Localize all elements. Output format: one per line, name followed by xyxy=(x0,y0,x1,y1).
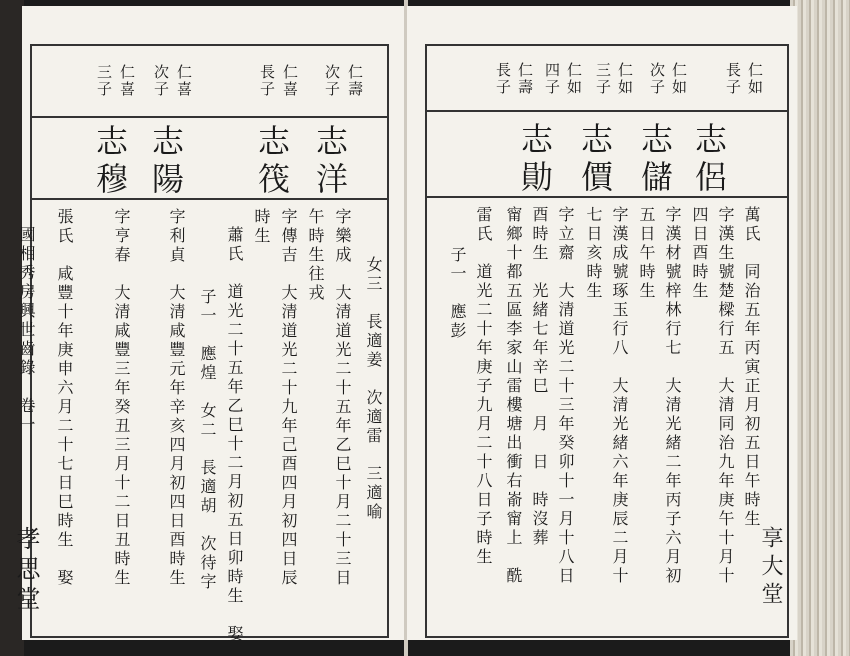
right-page xyxy=(407,6,797,640)
record-column: 時生 xyxy=(252,208,271,246)
record-column: 字利貞 大清咸豐元年辛亥四月初四日酉時生 xyxy=(167,208,186,588)
person-name: 志價 xyxy=(576,122,614,198)
header-gen: 仁壽 xyxy=(516,62,534,96)
record-column: 五日午時生 xyxy=(637,206,656,301)
record-column: 字亨春 大清咸豐三年癸丑三月十二日丑時生 xyxy=(112,208,131,588)
record-column: 字傳吉 大清道光二十九年己酉四月初四日辰 xyxy=(279,208,298,588)
record-column: 子一 應彭 xyxy=(448,246,467,341)
person-name: 志勛 xyxy=(516,122,554,198)
record-column: 甯鄉十都五區李家山雷樓塘出衝右嵛甯上 酰 xyxy=(504,206,523,586)
person-name: 志儲 xyxy=(636,122,674,198)
header-gen: 仁如 xyxy=(616,62,634,96)
record-column: 子一 應煌 女二 長適胡 次待字 xyxy=(198,288,217,592)
record-column: 午時生往戎 xyxy=(306,208,325,303)
header-gen: 仁喜 xyxy=(281,64,299,98)
header-order: 長子 xyxy=(724,62,742,96)
right-margin-label: 享大堂 xyxy=(758,526,783,610)
person-name: 志洋 xyxy=(311,124,349,200)
header-order: 次子 xyxy=(648,62,666,96)
header-gen: 仁喜 xyxy=(118,64,136,98)
header-gen: 仁如 xyxy=(746,62,764,96)
header-order: 三子 xyxy=(594,62,612,96)
right-book-edge xyxy=(790,0,850,656)
person-name: 志筏 xyxy=(253,124,291,200)
record-column: 萬氏 同治五年丙寅正月初五日午時生 xyxy=(742,206,761,529)
record-column: 字樂成 大清道光二十五年乙巳十月二十三日 xyxy=(333,208,352,588)
header-gen: 仁喜 xyxy=(175,64,193,98)
left-header-rule xyxy=(30,116,387,118)
record-column: 女三 長適姜 次適雷 三適喻 xyxy=(364,256,383,522)
record-column: 酉時生 光緒七年辛巳 月 日 時沒葬 xyxy=(530,206,549,548)
header-order: 三子 xyxy=(95,64,113,98)
record-column: 四日酉時生 xyxy=(690,206,709,301)
left-page xyxy=(12,6,405,644)
record-column: 字漢生號楚樑行五 大清同治九年庚午十月十 xyxy=(716,206,735,586)
record-column: 雷氏 道光二十年庚子九月二十八日子時生 xyxy=(474,206,493,567)
record-column: 七日亥時生 xyxy=(584,206,603,301)
header-gen: 仁壽 xyxy=(346,64,364,98)
header-order: 四子 xyxy=(543,62,561,96)
person-name: 志陽 xyxy=(147,124,185,200)
person-name: 志穆 xyxy=(91,124,129,200)
record-column: 字漢材號梓林行七 大清光緒二年丙子六月初 xyxy=(663,206,682,586)
left-hall-name: 孝思堂 xyxy=(12,526,40,616)
header-gen: 仁如 xyxy=(670,62,688,96)
header-order: 長子 xyxy=(258,64,276,98)
header-order: 長子 xyxy=(494,62,512,96)
header-gen: 仁如 xyxy=(565,62,583,96)
person-name: 志侶 xyxy=(690,122,728,198)
header-order: 次子 xyxy=(152,64,170,98)
record-column: 張氏 咸豐十年庚申六月二十七日巳時生 娶 xyxy=(55,208,74,588)
right-header-rule xyxy=(425,110,787,112)
left-margin-label: 國相秀房興世齒錄 卷一 xyxy=(17,226,36,435)
record-column: 字立齋 大清道光二十三年癸卯十一月十八日 xyxy=(556,206,575,586)
record-column: 字漢成號琢玉行八 大清光緒六年庚辰二月十 xyxy=(610,206,629,586)
record-column: 蕭氏 道光二十五年乙巳十二月初五日卯時生 娶 xyxy=(225,226,244,644)
header-order: 次子 xyxy=(323,64,341,98)
